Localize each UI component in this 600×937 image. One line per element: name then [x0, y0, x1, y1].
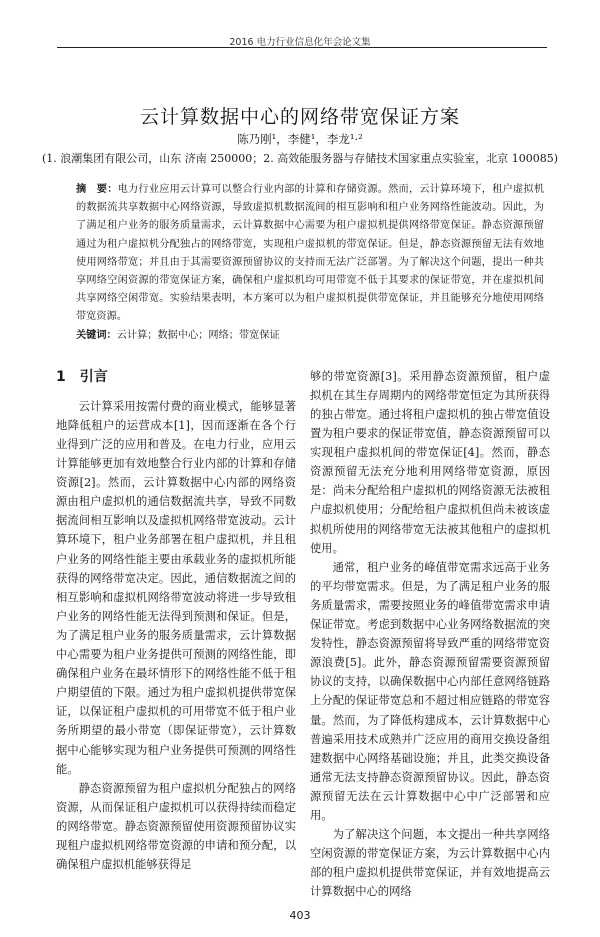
abstract-text: 电力行业应用云计算可以整合行业内部的计算和存储资源。然而，云计算环境下，租户虚拟机的数据流共享数据中心网络资源，导致虚拟机数据流间的相互影响和租户业务网络性能波动。因此，为了满足租户业务的服务质量需求，云计算数据中心需要为租户虚拟机提供网络带宽保证。静态资源预留通过为租户虚拟机分配独占的网络带宽，实现租户虚拟机的带宽保证。但是，静态资源预留无法有效地使用网络带宽；并且由于其需要资源预留协议的支持而无法广泛部署。为了解决这个问题，提出一种共享网络空闲资源的带宽保证方案，确保租户虚拟机均可用带宽不低于其要求的保证带宽，并在虚拟机间共享网络空闲带宽。实验结果表明，本方案可以为租户虚拟机提供带宽保证，并且能够充分地使用网络带宽资源。 — [76, 184, 545, 323]
section-heading: 1 引言 — [56, 368, 108, 385]
left-column — [56, 367, 296, 874]
keywords — [76, 327, 544, 345]
abstract — [76, 181, 544, 327]
right-column — [310, 367, 550, 902]
abstract-label: 摘 要： — [76, 184, 118, 195]
authors: 陈乃刚¹，李健¹，李龙¹·² — [237, 132, 363, 146]
running-header: 2016 电力行业信息化年会论文集 — [229, 37, 371, 48]
header-rule — [57, 47, 547, 48]
paragraph: 云计算采用按需付费的商业模式，能够显著地降低租户的运营成本[1]，因而逐渐在各个行业得到广泛的应用和普及。在电力行业，应用云计算能够更加有效地整合行业内部的计算和存储资源[2]。然而，云计算数据中心内部的网络资源由租户虚拟机的通信数据流共享，导致不同数据流间相互影响以及虚拟机网络带宽波动。云计算环境下，租户业务部署在租户虚拟机，并且租户业务的网络性能主要由承载业务的虚拟机所能获得的网络带宽决定。因此，通信数据流之间的相互影响和虚拟机网络带宽波动将进一步导致租户业务的网络性能无法得到预测和保证。但是，为了满足租户业务的服务质量需求，云计算数据中心需要为租户业务提供可预测的网络性能，即确保租户业务在最坏情形下的网络性能不低于租户期望值的下限。通过为租户虚拟机提供带宽保证，以保证租户虚拟机的可用带宽不低于租户业务所期望的最小带宽（即保证带宽），云计算数据中心能够实现为租户业务提供可预测的网络性能。 — [56, 399, 296, 776]
paragraph: 为了解决这个问题，本文提出一种共享网络空闲资源的带宽保证方案，为云计算数据中心内部的租户虚拟机提供带宽保证，并有效地提高云计算数据中心的网络 — [310, 828, 550, 899]
paragraph: 静态资源预留为租户虚拟机分配独占的网络资源，从而保证租户虚拟机可以获得持续而稳定的网络带宽。静态资源预留使用资源预留协议实现租户虚拟机网络带宽资源的申请和预分配，以确保租户虚拟机能够获得足 — [56, 781, 296, 872]
paragraph: 通常，租户业务的峰值带宽需求远高于业务的平均带宽需求。但是，为了满足租户业务的服务质量需求，需要按照业务的峰值带宽需求申请保证带宽。考虑到数据中心业务网络数据流的突发特性，静态资源预留将导致严重的网络带宽资源浪费[5]。此外，静态资源预留需要资源预留协议的支持，以确保数据中心内部任意网络链路上分配的保证带宽总和不超过相应链路的带宽容量。然而，为了降低构建成本，云计算数据中心普遍采用技术成熟并广泛应用的商用交换设备组建数据中心网络基础设施；并且，此类交换设备通常无法支持静态资源预留协议。因此，静态资源预留无法在云计算数据中心中广泛部署和应用。 — [310, 560, 550, 822]
two-column-body — [56, 367, 550, 902]
paragraph: 够的带宽资源[3]。采用静态资源预留，租户虚拟机在其生存周期内的网络带宽恒定为其所获得的独占带宽。通过将租户虚拟机的独占带宽值设置为租户要求的保证带宽值，静态资源预留可以实现租户虚拟机间的带宽保证[4]。然而，静态资源预留无法充分地利用网络带宽资源，原因是：尚未分配给租户虚拟机的网络资源无法被租户虚拟机使用；分配给租户虚拟机但尚未被该虚拟机所使用的网络带宽无法被其他租户的虚拟机使用。 — [310, 369, 550, 555]
affiliation: (1. 浪潮集团有限公司，山东 济南 250000；2. 高效能服务器与存储技术国家重点实验室，北京 100085) — [41, 152, 559, 165]
paper-title: 云计算数据中心的网络带宽保证方案 — [139, 106, 460, 128]
keywords-label: 关键词： — [76, 329, 117, 341]
page-number: 403 — [289, 909, 311, 923]
keywords-text: 云计算；数据中心；网络；带宽保证 — [116, 329, 280, 341]
